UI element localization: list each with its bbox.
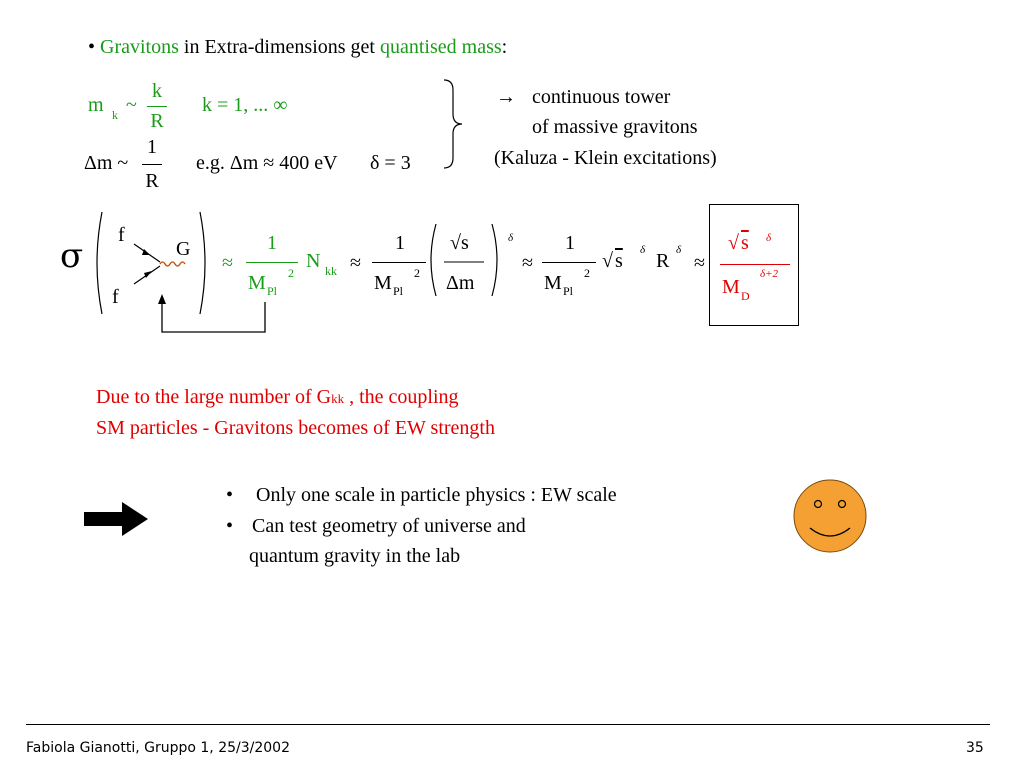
term1-m: M (248, 272, 266, 294)
note-line2: SM particles - Gravitons becomes of EW strength (96, 417, 495, 439)
eq1-tilde: ~ (126, 94, 137, 116)
fermion-f-top: f (118, 224, 125, 246)
curly-brace-icon (438, 78, 468, 170)
term2-dm: Δm (446, 272, 475, 294)
eq2-example: e.g. Δm ≈ 400 eV (196, 152, 338, 174)
tower-arrow: → (496, 86, 516, 108)
eq1-m: m (88, 94, 104, 116)
list-item-1-text: Only one scale in particle physics : EW scale (256, 484, 617, 506)
result-fraction-bar (720, 264, 790, 265)
term2-pl-sub: Pl (393, 284, 404, 298)
term3-sq: 2 (584, 266, 590, 280)
tower-line1: continuous tower (532, 86, 671, 108)
term3-m: M (544, 272, 562, 294)
term1-num: 1 (267, 232, 277, 254)
term3-sqrt: √ (602, 250, 613, 272)
term1-pl-sub: Pl (267, 284, 278, 298)
term3-delta-exp-s: δ (640, 244, 646, 256)
term3-delta-exp-r: δ (676, 244, 682, 256)
result-md-m: M (722, 276, 740, 298)
term3-pl-sub: Pl (563, 284, 574, 298)
result-s: s (741, 232, 749, 254)
note-line1 (96, 386, 459, 409)
footer-author: Fabiola Gianotti, Gruppo 1, 25/3/2002 (26, 740, 290, 756)
term3-fraction-bar (542, 262, 596, 263)
result-delta-exp: δ (766, 232, 772, 244)
term2-fraction-bar (372, 262, 426, 263)
result-sqrt: √ (728, 232, 739, 254)
right-arrow-icon (84, 500, 148, 538)
approx-1: ≈ (222, 252, 233, 274)
tower-line2: of massive gravitons (532, 116, 698, 138)
tower-line3: (Kaluza - Klein excitations) (494, 147, 717, 169)
heading-mid: in Extra-dimensions get (183, 36, 375, 58)
eq1-k-sub: k (112, 108, 118, 122)
heading-gravitons: Gravitons (100, 36, 179, 58)
term2-sq: 2 (414, 266, 420, 280)
list-item-2-text: Can test geometry of universe and (252, 515, 526, 537)
eq1-range: k = 1, ... ∞ (202, 94, 288, 116)
footer-divider (26, 724, 990, 725)
approx-2: ≈ (350, 252, 361, 274)
approx-3: ≈ (522, 252, 533, 274)
graviton-g-label: G (176, 238, 191, 260)
eq1-den: R (150, 110, 164, 132)
term1-kk-sub: kk (325, 264, 337, 278)
feynman-diagram (88, 208, 274, 348)
term2-sqrt-s: √s (450, 232, 469, 254)
approx-4: ≈ (694, 252, 705, 274)
eq1-fraction-bar (147, 106, 167, 107)
note-line1-a: Due to the large number of G (96, 386, 332, 408)
term3-r: R (656, 250, 670, 272)
list-item-1-mark: • (226, 484, 234, 506)
term2-num: 1 (395, 232, 405, 254)
term2-m: M (374, 272, 392, 294)
fermion-f-bottom: f (112, 286, 119, 308)
eq2-den: R (145, 170, 159, 192)
heading-colon: : (501, 36, 508, 58)
eq2-delta: δ = 3 (370, 152, 411, 174)
eq2-dm: Δm ~ (84, 152, 129, 174)
note-line1-b: , the coupling (344, 386, 459, 408)
eq1-num: k (152, 80, 162, 102)
result-md-sub: D (741, 289, 750, 303)
term1-n: N (306, 250, 321, 272)
term1-sq: 2 (288, 266, 294, 280)
heading-bullet: • (88, 36, 96, 58)
list-item-3-text: quantum gravity in the lab (249, 545, 461, 567)
heading-quantised-mass: quantised mass (379, 36, 502, 58)
list-item-2-mark: • (226, 515, 234, 537)
term1-fraction-bar (246, 262, 298, 263)
result-box (709, 204, 799, 326)
term3-num: 1 (565, 232, 575, 254)
sigma-symbol: σ (60, 236, 84, 276)
eq2-fraction-bar (142, 164, 162, 165)
heading (88, 36, 507, 59)
note-line1-sub: kk (331, 391, 345, 406)
eq2-num: 1 (147, 136, 157, 158)
term3-s: s (615, 250, 623, 272)
smiley-face-icon (792, 478, 868, 554)
page-number: 35 (966, 740, 984, 756)
term2-delta-exp: δ (508, 232, 514, 244)
result-delta-plus-2: δ+2 (760, 268, 779, 280)
